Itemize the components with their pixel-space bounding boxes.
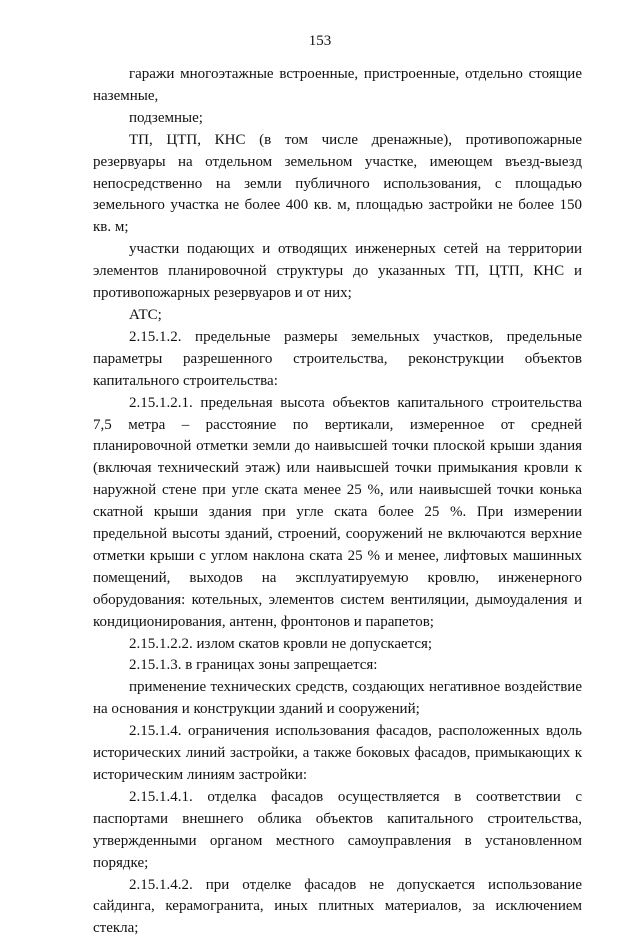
document-body [93,64,582,940]
paragraph-prohibited-technical-means: применение технических средств, создающих негативное воздействие на основания и конструкции зданий и сооружений; [93,679,582,718]
page-number: 153 [308,33,332,49]
paragraph-ats: АТС; [129,306,162,323]
paragraph-2-15-1-4-2: 2.15.1.4.2. при отделке фасадов не допускается использование сайдинга, керамогранита, иных плитных материалов, за исключением стекла; [93,876,582,937]
paragraph-garages: гаражи многоэтажные встроенные, пристроенные, отдельно стоящие наземные, [93,66,582,104]
paragraph-2-15-1-4-1: 2.15.1.4.1. отделка фасадов осуществляется в соответствии с паспортами внешнего облика объектов капитального строительства, утвержденными органом местного самоуправления в установленном порядке; [93,788,582,871]
paragraph-underground: подземные; [129,109,203,126]
paragraph-2-15-1-2-1: 2.15.1.2.1. предельная высота объектов капитального строительства 7,5 метра – расстояние по вертикали, измеренное от средней планировочной отметки земли до наивысшей точки плоской крыши здания (включая технический этаж) или наивысшей точки примыкания кровли к наружной стене при угле ската менее 25 %, или наивысшей точки конька скатной крыши здания при угле ската более 25 %. При измерении предельной высоты зданий, строений, сооружений не включаются верхние отметки крыши с углом наклона ската 25 % и менее, лифтовых машинных помещений, выходов на эксплуатируемую кровлю, инженерного оборудования: котельных, элементов систем вентиляции, дымоудаления и кондиционирования, антенн, фронтонов и парапетов; [93,394,582,630]
paragraph-2-15-1-2-2: 2.15.1.2.2. излом скатов кровли не допускается; [129,635,433,652]
paragraph-2-15-1-2: 2.15.1.2. предельные размеры земельных участков, предельные параметры разрешенного строительства, реконструкции объектов капитального строительства: [93,328,582,389]
paragraph-2-15-1-3: 2.15.1.3. в границах зоны запрещается: [129,657,378,674]
paragraph-engineering-networks: участки подающих и отводящих инженерных сетей на территории элементов планировочной структуры до указанных ТП, ЦТП, КНС и противопожарных резервуаров и от них; [93,241,582,302]
paragraph-2-15-1-4: 2.15.1.4. ограничения использования фасадов, расположенных вдоль исторических линий застройки, а также боковых фасадов, примыкающих к историческим линиям застройки: [93,723,582,783]
paragraph-substations: ТП, ЦТП, КНС (в том числе дренажные), противопожарные резервуары на отдельном земельном участке, имеющем въезд-выезд непосредственно на земли публичного использования, с площадью земельного участка не более 400 кв. м, площадью застройки не более 150 кв. м; [93,131,582,236]
